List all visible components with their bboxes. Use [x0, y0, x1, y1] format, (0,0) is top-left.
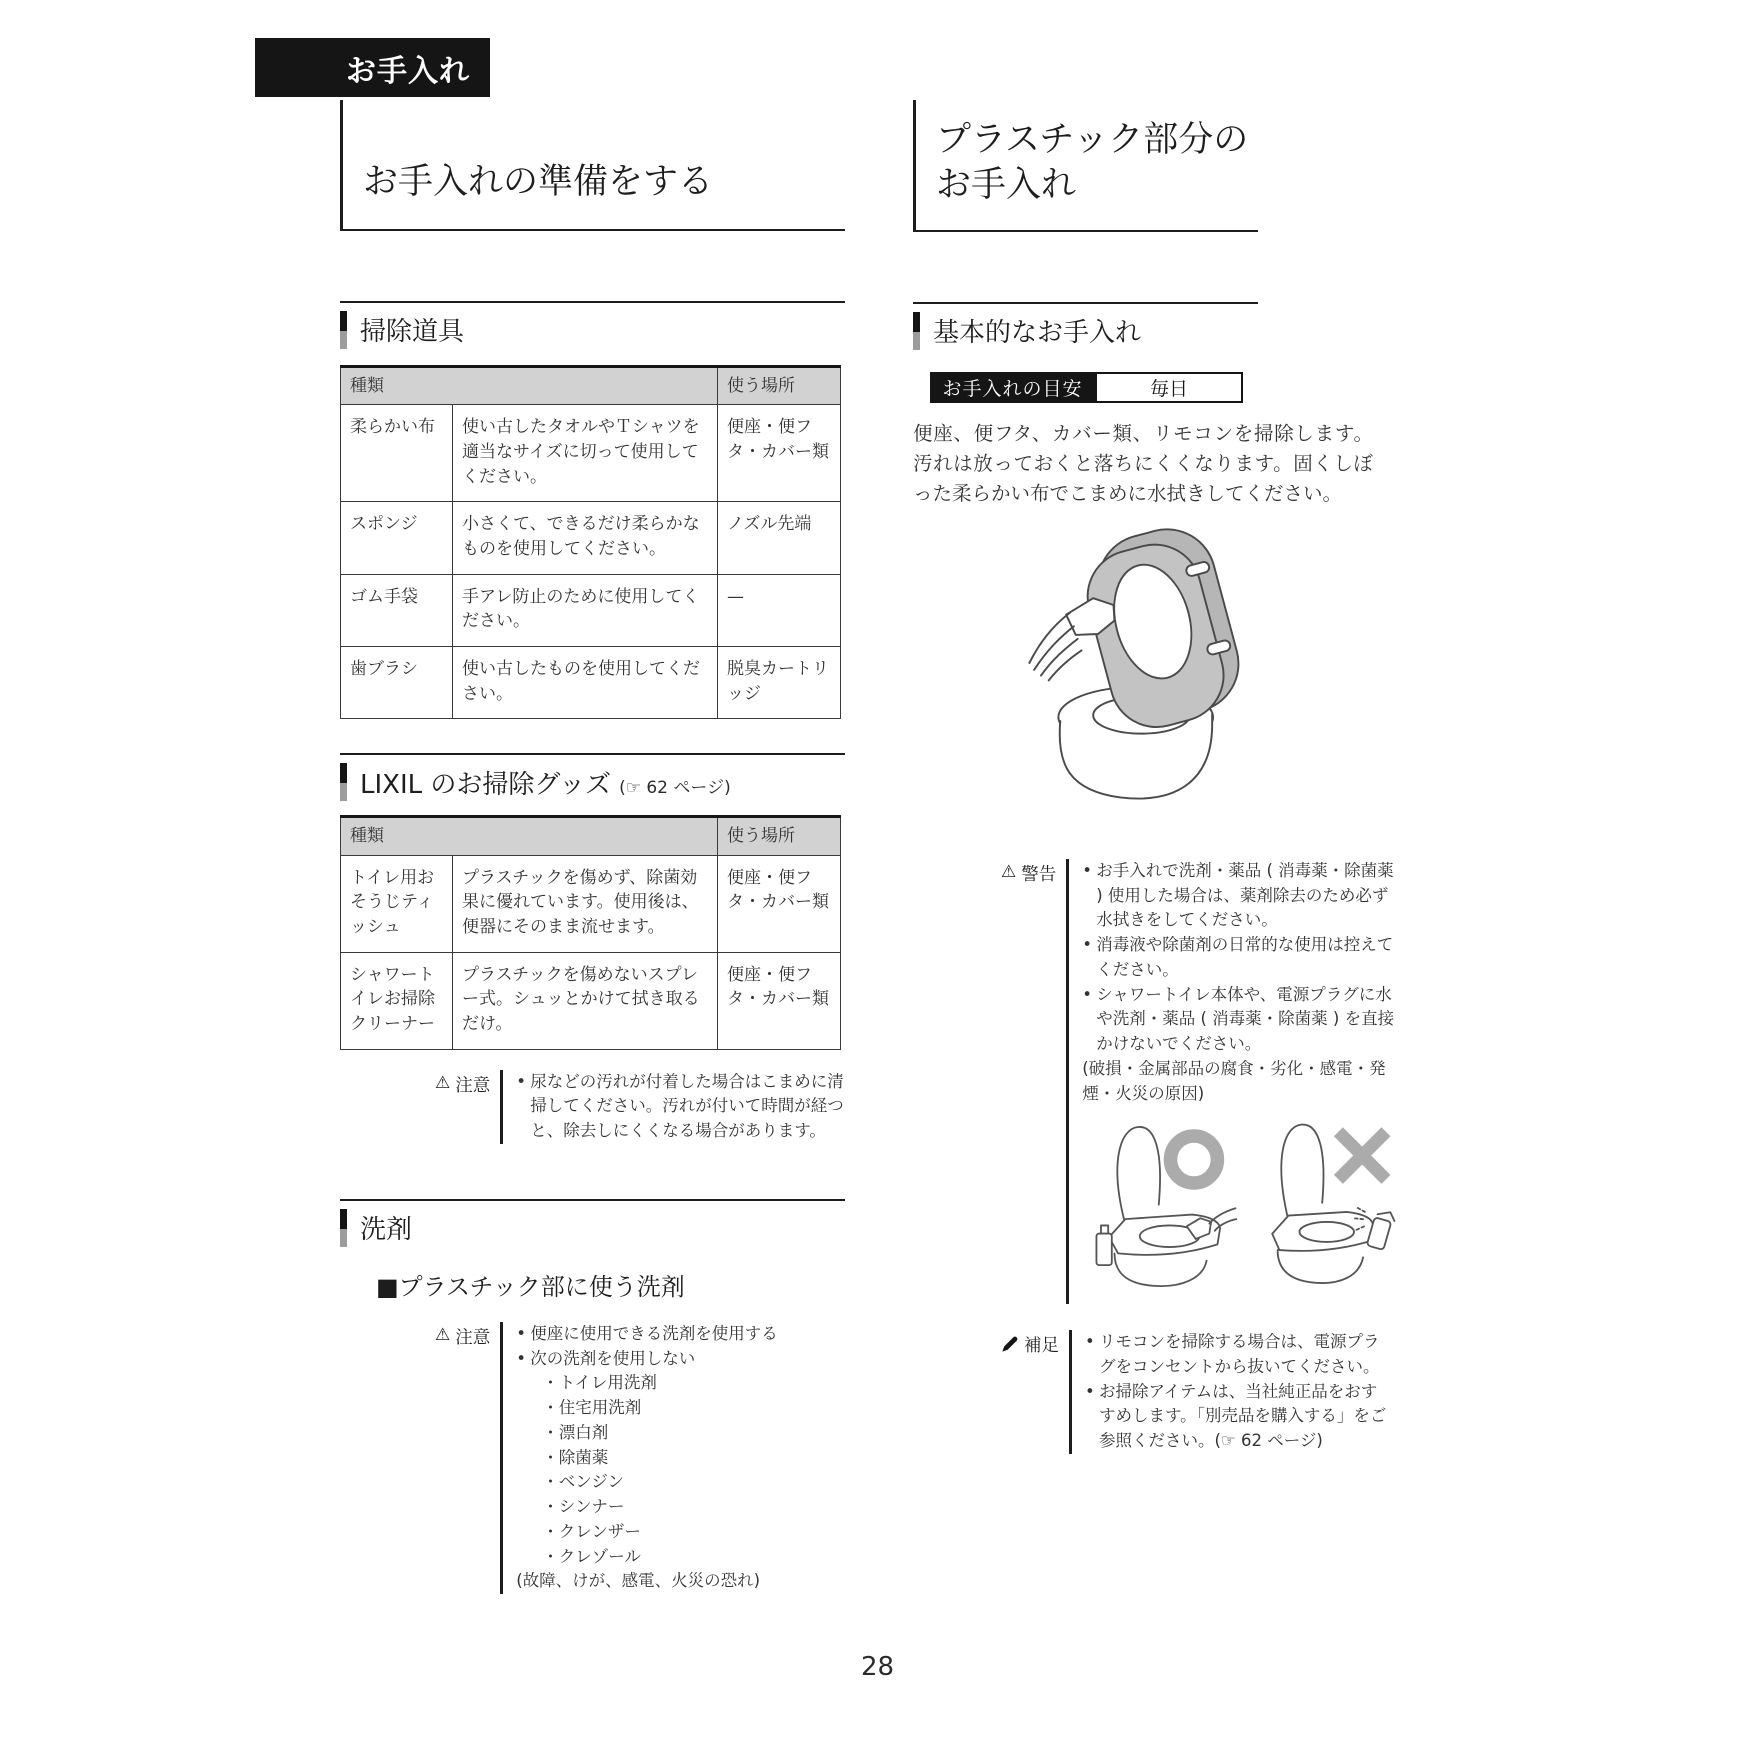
cell-type: ゴム手袋: [341, 574, 453, 646]
list-item: ・除菌薬: [542, 1447, 609, 1467]
warning-label: [1001, 859, 1056, 1304]
detergent-subheading: ■プラスチック部に使う洗剤: [376, 1272, 685, 1301]
basic-care-section-heading: [913, 312, 1393, 350]
cell-place: 脱臭カートリッジ: [718, 646, 841, 718]
col-header-type: 種類: [341, 366, 718, 405]
page-number: 28: [860, 1652, 895, 1682]
correct-usage-illustration: [1082, 1116, 1240, 1304]
detergent-section-heading: [340, 1209, 845, 1247]
warning-icon: ⚠: [1001, 861, 1017, 882]
warning-item: • お手入れで洗剤・薬品 ( 消毒薬・除菌薬 ) 使用した場合は、薬剤除去のため必ず水拭きをしてください。: [1082, 859, 1404, 933]
table-row: [341, 855, 841, 952]
forbidden-detergent-list: [516, 1371, 845, 1569]
table-row: [341, 502, 841, 574]
table-header-row: [341, 817, 841, 856]
section-bar-marker: [913, 312, 920, 350]
list-item: ・クレゾール: [542, 1546, 641, 1566]
cell-type: 柔らかい布: [341, 405, 453, 502]
cell-desc: プラスチックを傷めず、除菌効果に優れています。使用後は、便器にそのまま流せます。: [453, 855, 718, 952]
badge-value: 毎日: [1095, 372, 1243, 403]
caution-note: [435, 1070, 845, 1144]
list-item: ・ベンジン: [542, 1472, 624, 1492]
detergent-caution-note: [435, 1322, 845, 1594]
tools-section-rule: [340, 301, 845, 303]
col-header-place: 使う場所: [718, 366, 841, 405]
basic-care-heading-text: 基本的なお手入れ: [933, 318, 1142, 349]
basic-care-section-rule: [913, 302, 1258, 304]
supplement-item: • リモコンを掃除する場合は、電源プラグをコンセントから抜いてください。: [1085, 1330, 1393, 1380]
cell-desc: プラスチックを傷めないスプレー式。シュッとかけて拭き取るだけ。: [453, 952, 718, 1049]
caution-label-text: 注意: [455, 1327, 491, 1348]
detergent-section-rule: [340, 1199, 845, 1201]
cell-type: 歯ブラシ: [341, 646, 453, 718]
list-item: ・漂白剤: [542, 1422, 609, 1442]
supplement-label: [1001, 1330, 1059, 1454]
caution-label: [435, 1322, 490, 1594]
col-header-type: 種類: [341, 817, 718, 856]
table-header-row: [341, 366, 841, 405]
supplement-note: [1001, 1330, 1393, 1454]
caution-item: • 次の洗剤を使用しない: [516, 1347, 845, 1372]
left-title-block: [340, 100, 845, 229]
note-divider-bar: [1066, 859, 1069, 1304]
cell-type: スポンジ: [341, 502, 453, 574]
caution-label: [435, 1070, 490, 1144]
cell-desc: 使い古したタオルやＴシャツを適当なサイズに切って使用してください。: [453, 405, 718, 502]
cell-type: トイレ用おそうじティッシュ: [341, 855, 453, 952]
lixil-section-rule: [340, 753, 845, 755]
basic-care-paragraph: 便座、便フタ、カバー類、リモコンを掃除します。汚れは放っておくと落ちにくくなります。固くしぼった柔らかい布でこまめに水拭きしてください。: [913, 421, 1373, 506]
right-column: [913, 100, 1393, 1454]
warning-item: • シャワートイレ本体や、電源プラグに水や洗剤・薬品 ( 消毒薬・除菌薬 ) を直接かけないでください。: [1082, 983, 1404, 1057]
section-bar-marker: [340, 1209, 347, 1247]
caution-item: • 尿などの汚れが付着した場合はこまめに清掃してください。汚れが付いて時間が経つと、除去しにくくなる場合があります。: [516, 1070, 845, 1144]
right-page-title-line1: プラスチック部分の: [936, 120, 1249, 160]
warning-consequence-note: (破損・金属部品の腐食・劣化・感電・発煙・火災の原因): [1082, 1058, 1386, 1103]
left-page-title: お手入れの準備をする: [363, 162, 714, 202]
chapter-badge-label: お手入れ: [346, 53, 470, 89]
left-title-rule: [340, 229, 845, 231]
table-row: [341, 574, 841, 646]
cleaning-tools-table: [340, 365, 841, 719]
toilet-wiping-illustration: [973, 516, 1393, 815]
toilet-wiping-figure: [973, 516, 1283, 811]
list-item: ・住宅用洗剤: [542, 1398, 642, 1418]
wrong-usage-illustration: [1254, 1116, 1404, 1304]
risk-note: (故障、けが、感電、火災の恐れ): [516, 1571, 761, 1591]
pencil-icon: [1001, 1335, 1019, 1353]
lixil-page-reference: (☞ 62 ページ): [619, 777, 731, 798]
right-page-title-line2: お手入れ: [936, 164, 1077, 205]
chapter-badge: [255, 38, 490, 97]
supplement-label-text: 補足: [1024, 1336, 1059, 1357]
tools-section-heading: [340, 311, 845, 349]
cross-ng-mark: [1334, 1128, 1391, 1185]
caution-label-text: 注意: [455, 1075, 491, 1096]
table-row: [341, 405, 841, 502]
section-bar-marker: [340, 311, 347, 349]
list-item: ・トイレ用洗剤: [542, 1373, 657, 1393]
care-frequency-badge: [930, 372, 1393, 403]
list-item: ・クレンザー: [542, 1521, 641, 1541]
lixil-goods-table: [340, 815, 841, 1049]
caution-item: • 便座に使用できる洗剤を使用する: [516, 1322, 845, 1347]
section-bar-marker: [340, 763, 347, 801]
note-divider-bar: [500, 1070, 503, 1144]
cell-desc: 手アレ防止のために使用してください。: [453, 574, 718, 646]
detergent-heading-text: 洗剤: [360, 1215, 413, 1246]
table-row: [341, 952, 841, 1049]
note-divider-bar: [500, 1322, 503, 1594]
cell-place: —: [718, 574, 841, 646]
warning-note: [1001, 859, 1393, 1304]
note-divider-bar: [1069, 1330, 1072, 1454]
tools-heading-text: 掃除道具: [360, 317, 465, 348]
cell-type: シャワートイレお掃除クリーナー: [341, 952, 453, 1049]
cell-place: 便座・便フタ・カバー類: [718, 405, 841, 502]
table-row: [341, 646, 841, 718]
list-item: ・シンナー: [542, 1497, 625, 1517]
warning-icon: ⚠: [435, 1072, 451, 1093]
left-column: [340, 100, 845, 1594]
spray-ng-figure: [1254, 1116, 1404, 1296]
warning-label-text: 警告: [1021, 864, 1057, 885]
right-title-rule: [913, 230, 1258, 232]
right-title-block: [913, 100, 1393, 230]
cell-desc: 小さくて、できるだけ柔らかなものを使用してください。: [453, 502, 718, 574]
lixil-heading-text: LIXIL のお掃除グッズ: [360, 769, 612, 800]
cell-place: 便座・便フタ・カバー類: [718, 855, 841, 952]
circle-ok-mark: [1171, 1136, 1218, 1183]
badge-label: お手入れの目安: [930, 372, 1095, 403]
wipe-ok-figure: [1082, 1116, 1240, 1296]
lixil-section-heading: [340, 763, 845, 801]
supplement-item: • お掃除アイテムは、当社純正品をおすすめします。「別売品を購入する」をご参照ください。(☞ 62 ページ): [1085, 1380, 1393, 1454]
warning-icon: ⚠: [435, 1324, 451, 1345]
cell-place: 便座・便フタ・カバー類: [718, 952, 841, 1049]
cell-place: ノズル先端: [718, 502, 841, 574]
warning-item: • 消毒液や除菌剤の日常的な使用は控えてください。: [1082, 933, 1404, 983]
col-header-place: 使う場所: [718, 817, 841, 856]
cell-desc: 使い古したものを使用してください。: [453, 646, 718, 718]
